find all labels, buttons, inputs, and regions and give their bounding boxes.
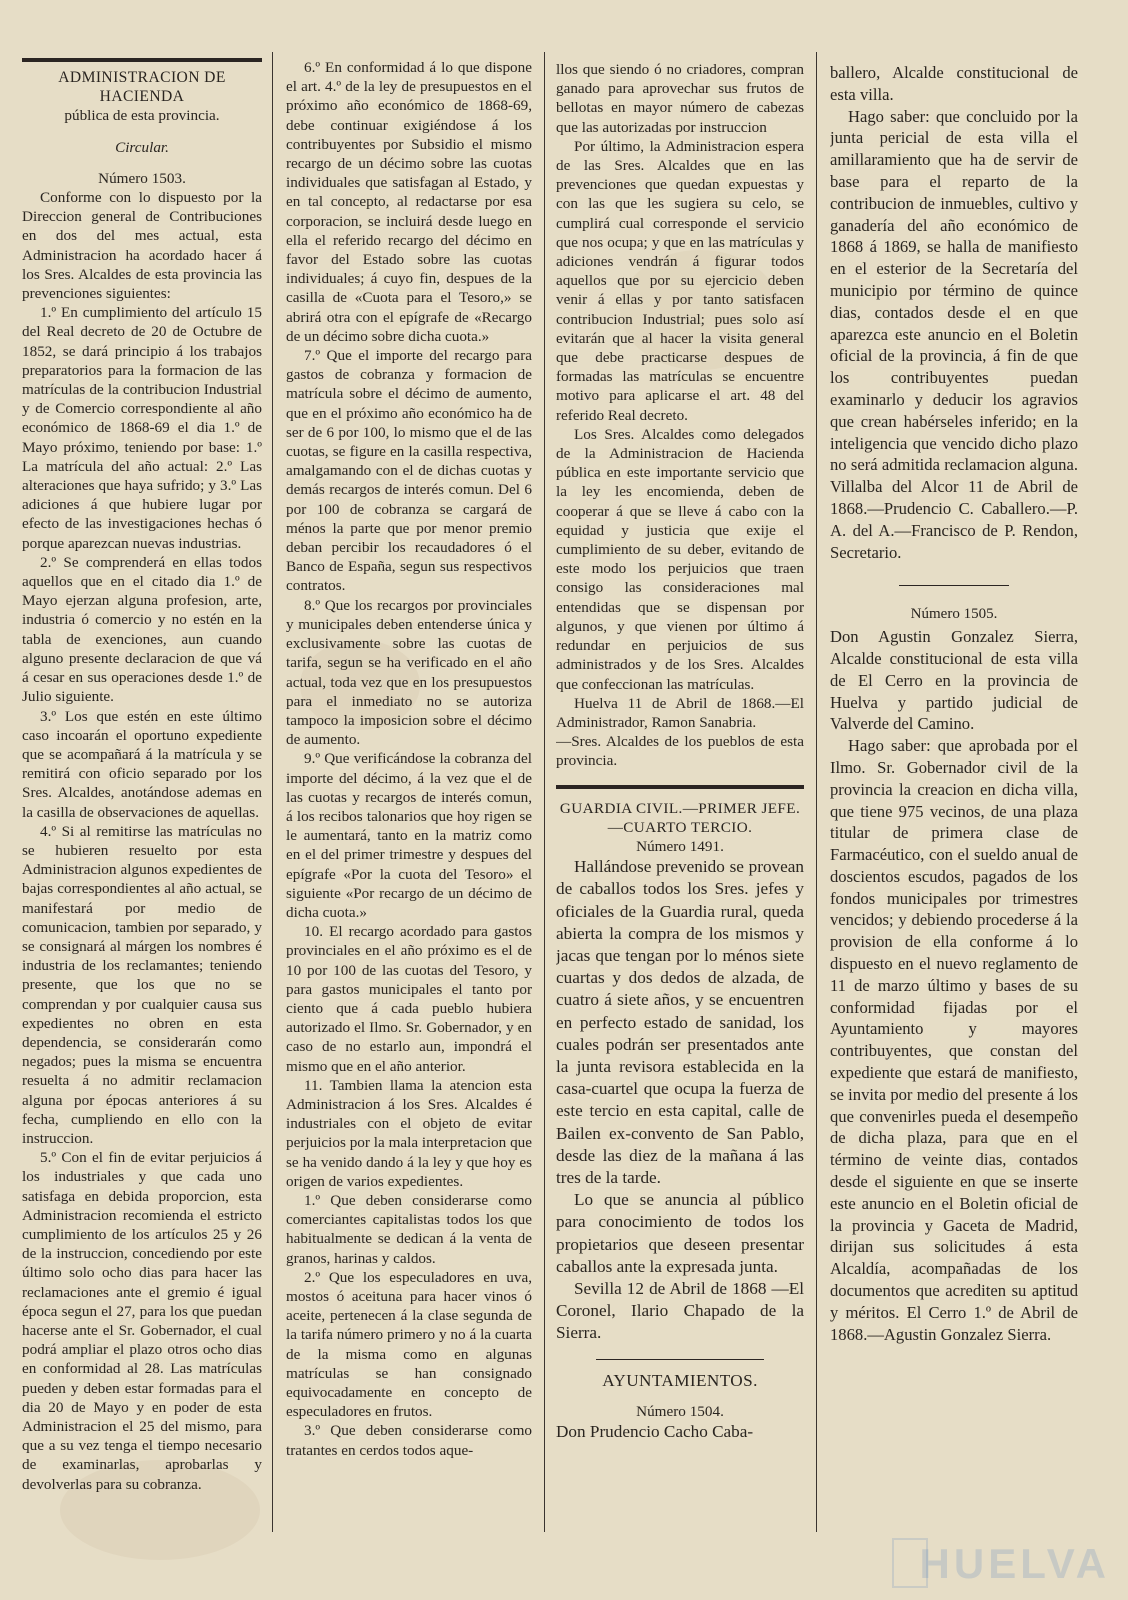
paragraph: 3.º Que deben considerarse como tratantes en cerdos todos aque- bbox=[286, 1422, 532, 1459]
notice-number: Número 1505. bbox=[910, 606, 998, 623]
paragraph: 2.º Se comprenderá en ellas todos aquellos que en el citado dia 1.º de Mayo ejerzan alguna profesion, arte, industria ó comercio y no estén en la tabla de exenciones, aun cuando alguno presente declaracion de que vá á cesar en sus operaciones desde 1.º de Julio siguiente. bbox=[22, 553, 262, 706]
paragraph: 2.º Que los especuladores en uva, mostos ó aceituna para hacer vinos ó aceite, pertenecen á la clase segunda de la tarifa número primero y no á la cuarta de la misma como en algunas matrículas se han consignado equivocadamente en concepto de especuladores en frutos. bbox=[286, 1268, 532, 1421]
paragraph: 1.º En cumplimiento del artículo 15 del Real decreto de 20 de Octubre de 1852, se dará principio á los trabajos preparatorios para la formacion de las matrículas de la contribucion Industrial y de Comercio correspondiente al año económico de 1868-69 el dia 1.º de Mayo próximo, teniendo por base: 1.º La matrícula del año actual: 2.º Las alteraciones que haya sufrido; y 3.º Las adiciones á que hubiere lugar por efecto de las investigaciones hechas ó porque aparezcan nuevas industrias. bbox=[22, 304, 262, 552]
paragraph: 1.º Que deben considerarse como comerciantes capitalistas todos los que habitualmente se dedican á la venta de granos, harinas y caldos. bbox=[286, 1191, 532, 1267]
top-rule bbox=[22, 58, 262, 62]
notice-number: Número 1503. bbox=[98, 169, 186, 187]
paragraph: llos que siendo ó no criadores, compran ganado para aprovechar sus frutos de bellotas en mayor número de cabezas que las autorizadas por instruccion bbox=[556, 61, 804, 136]
signature: Sevilla 12 de Abril de 1868 —El Coronel, Ilario Chapado de la Sierra. bbox=[556, 1278, 804, 1343]
guardia-heading: GUARDIA CIVIL.—PRIMER JEFE.—CUARTO TERCIO. bbox=[559, 799, 801, 836]
paragraph: 9.º Que verificándose la cobranza del importe del décimo, á la vez que el de las cuotas y recargos de interés comun, á los recibos talonarios que hoy rigen se le aumentará, tanto en la matriz como en el del primer trimestre y despues del epígrafe «Por la cuota del Tesoro» el siguiente «Por recargo de un décimo de dicha cuota.» bbox=[286, 750, 532, 921]
paragraph: 3.º Los que estén en este último caso incoarán el oportuno expediente que se acompañará á la matrícula y se remitirá con oficio separado por los Sres. Alcaldes, anotándose ademas en la casilla de observaciones de aquellas. bbox=[22, 707, 262, 821]
paragraph: 8.º Que los recargos por provinciales y municipales deben entenderse única y exclusivamente sobre las cuotas de tarifa, segun se ha verificado en el año actual, toda vez que en los presupuestos para el inmediato no se autoriza tampoco la imposicion sobre el décimo de aumento. bbox=[286, 596, 532, 749]
notice-heading: Don Agustin Gonzalez Sierra, Alcalde constitucional de esta villa de El Cerro en la provincia de Huelva y partido judicial de Valverde del Camino. bbox=[830, 627, 1078, 734]
section-heading: ADMINISTRACION DE HACIENDA bbox=[58, 69, 226, 106]
column-2 bbox=[286, 58, 532, 1543]
section-subheading: pública de esta provincia. bbox=[64, 107, 220, 125]
column-3 bbox=[556, 60, 804, 1545]
paragraph: Los Sres. Alcaldes como delegados de la Administracion de Hacienda pública en este importante servicio que la ley les encomienda, deben de cooperar á que se lleve á cabo con la equidad y justicia que exije el cumplimiento de su deber, evitando de este modo los perjuicios que traen consigo las consideraciones mal entendidas que se dispensan por algunos, y que vienen por último á redundar en perjuicios de sus administrados y de los Sres. Alcaldes que confeccionan las matrículas. bbox=[556, 425, 804, 693]
paragraph: 11. Tambien llama la atencion esta Administracion á los Sres. Alcaldes é industriales con el objeto de evitar perjuicios por la mala interpretacion que se ha venido dando á la ley y que hoy es origen de varios expedientes. bbox=[286, 1076, 532, 1190]
paragraph: 7.º Que el importe del recargo para gastos de cobranza y formacion de matrícula sobre el décimo de aumento, que en el próximo año económico ha de ser de 6 por 100, lo mismo que el de las cuotas, se figure en la casilla respectiva, amalgamando con el de dichas cuotas y demás recargos de interés comun. Del 6 por 100 de cobranza se cargará de ménos la parte que por menor premio deban percibir los recaudadores ó el Banco de España, segun sus respectivos contratos. bbox=[286, 347, 532, 595]
circular-label: Circular. bbox=[115, 138, 169, 156]
ayuntamientos-heading: AYUNTAMIENTOS. bbox=[602, 1370, 758, 1390]
paragraph: Lo que se anuncia al público para conocimiento de todos los propietarios que deseen presentar caballos ante la expresada junta. bbox=[556, 1190, 804, 1276]
archive-watermark: HUELVA bbox=[919, 1540, 1110, 1587]
column-divider bbox=[544, 52, 545, 1532]
date-line: Huelva 11 de Abril de 1868.—El Administrador, Ramon Sanabria. bbox=[556, 694, 804, 731]
section-rule bbox=[556, 785, 804, 789]
paragraph: 5.º Con el fin de evitar perjuicios á los industriales y que cada uno satisfaga en debida proporcion, esta Administracion recomienda el estricto cumplimiento de los artículos 25 y 26 de la instruccion, concediendo por este último solo ocho dias para hacer las reclamaciones ante el gremio é igual época segun el 27, para los que puedan hacerse ante el Sr. Gobernador, el cual podrá ampliar el plazo otros ocho dias en conformidad al 28. Las matrículas pueden y deben estar formadas para el dia 20 de Mayo y en poder de esta Administracion el 25 del mismo, para que a su vez tenga el tiempo necesario de examinarlas, aprobarlas y devolverlas para su cobranza. bbox=[22, 1149, 262, 1493]
paragraph: 6.º En conformidad á lo que dispone el art. 4.º de la ley de presupuestos en el próximo año económico de 1868-69, debe continuar exigiéndose á los contribuyentes por Subsidio el mismo recargo de un décimo sobre las cuotas individuales que satisfagan al Estado, y en tal concepto, al redactarse por esa corporacion, se incluirá desde luego en ella el referido recargo del décimo en favor del Estado sobre las cuotas individuales; á cuyo fin, despues de la casilla de «Cuota para el Tesoro,» se abrirá otra con el epígrafe de «Recargo de un décimo sobre dicha cuota.» bbox=[286, 59, 532, 345]
notice-number: Número 1491. bbox=[636, 837, 724, 855]
paragraph: Don Prudencio Cacho Caba- bbox=[556, 1422, 754, 1441]
paragraph: Hago saber: que concluido por la junta pericial de esta villa el amillaramiento que ha de servir de base para el reparto de la contribucion de inmuebles, cultivo y ganadería del año económico de 1868 á 1869, se halla de manifiesto en el esterior de la Secretaría del municipio por término de quince dias, contados desde el en que aparezca este anuncio en el Boletin oficial de la provincia, á fin de que los contribuyentes puedan examinarlo y deducir los agravios que crean habérseles inferido; en la inteligencia que vencido dicho plazo no será admitida reclamacion alguna. Villalba del Alcor 11 de Abril de 1868.—Prudencio C. Caballero.—P. A. del A.—Francisco de P. Rendon, Secretario. bbox=[830, 106, 1078, 562]
paragraph: Hago saber: que aprobada por el Ilmo. Sr. Gobernador civil de la provincia la creacion en dicha villa, que tiene 975 vecinos, de una plaza titular de primera clase de Farmacéutico, con el sueldo anual de doscientos escudos, pagados de los fondos municipales por trimestres vencidos; y debiendo procederse á la provision de ella conforme á lo dispuesto en el nuevo reglamento de 11 de marzo último y bases de su conformidad fijadas por el Ayuntamiento y mayores contribuyentes, que constan del expediente que estará de manifiesto, se invita por medio del presente á los que convenirles pueda el desempeño de dicha plaza, para que en el término de veinte dias, contados desde el siguiente en que se inserte este anuncio en el Boletin oficial de la provincia y Gaceta de Madrid, dirijan sus solicitudes á esta Alcaldía, acompañadas de los documentos que acrediten su aptitud y méritos. El Cerro 1.º de Abril de 1868.—Agustin Gonzalez Sierra. bbox=[830, 736, 1078, 1344]
column-1 bbox=[22, 52, 262, 1537]
paragraph: Conforme con lo dispuesto por la Direccion general de Contribuciones en dos del mes actual, esta Administracion ha acordado hacer á los Sres. Alcaldes de esta provincia las prevenciones siguientes: bbox=[22, 189, 262, 303]
paragraph: Hallándose prevenido se provean de caballos todos los Sres. jefes y oficiales de la Guardia rural, queda abierta la compra de los mismos y jacas que tengan por lo ménos siete cuartas y dos dedos de alzada, de cuatro á siete años, y se encuentren en perfecto estado de sanidad, los cuales podrán ser presentados ante la junta revisora establecida en la casa-cuartel que ocupa la fuerza de este tercio en esta capital, calle de Bailen ex-convento de San Pablo, desde las diez de la mañana á las tres de la tarde. bbox=[556, 857, 804, 1187]
section-rule bbox=[596, 1359, 764, 1360]
paragraph: Por último, la Administracion espera de las Sres. Alcaldes que en las prevenciones que quedan expuestas y con las que les sugiera su celo, se cumplirá cual corresponde el servicio que nos ocupa; y que en las matrículas y adiciones vendrán á figurar todos aquellos que por su ejercicio deben venir á ellas y por tanto satisfacen contribucion Industrial; pues solo así evitarán que al hacer la visita general que debe practicarse despues de formadas las matrículas se encuentre motivo para aplicarse el art. 48 del referido Real decreto. bbox=[556, 137, 804, 424]
paragraph: 10. El recargo acordado para gastos provinciales en el año próximo es el de 10 por 100 de las cuotas del Tesoro, y para gastos municipales el tanto por ciento que á cada pueblo hubiera autorizado el Ilmo. Sr. Gobernador, y en caso de no estarlo aun, impondrá el mismo que en el año anterior. bbox=[286, 923, 532, 1075]
column-divider bbox=[272, 52, 273, 1532]
section-rule bbox=[899, 585, 1009, 586]
column-divider bbox=[816, 52, 817, 1532]
column-4 bbox=[830, 62, 1078, 1547]
recipients: —Sres. Alcaldes de los pueblos de esta provincia. bbox=[556, 733, 804, 770]
paragraph: ballero, Alcalde constitucional de esta villa. bbox=[830, 63, 1078, 104]
paragraph: 4.º Si al remitirse las matrículas no se hubieren resuelto por esta Administracion algunos expedientes de bajas correspondientes al año actual, se manifestará por medio de comunicacion, tambien por separado, y se consignará al márgen los nombres é industria de los reclamantes; teniendo presente, que los que no se comprendan y por cualquier causa sus expedientes no obren en esta dependencia, se considerarán como negados; pues la misma se encuentra resuelta á no admitir reclamacion alguna por épocas anteriores á su fecha, cumpliendo en ello con la instruccion. bbox=[22, 822, 262, 1147]
notice-number: Número 1504. bbox=[636, 1402, 724, 1420]
